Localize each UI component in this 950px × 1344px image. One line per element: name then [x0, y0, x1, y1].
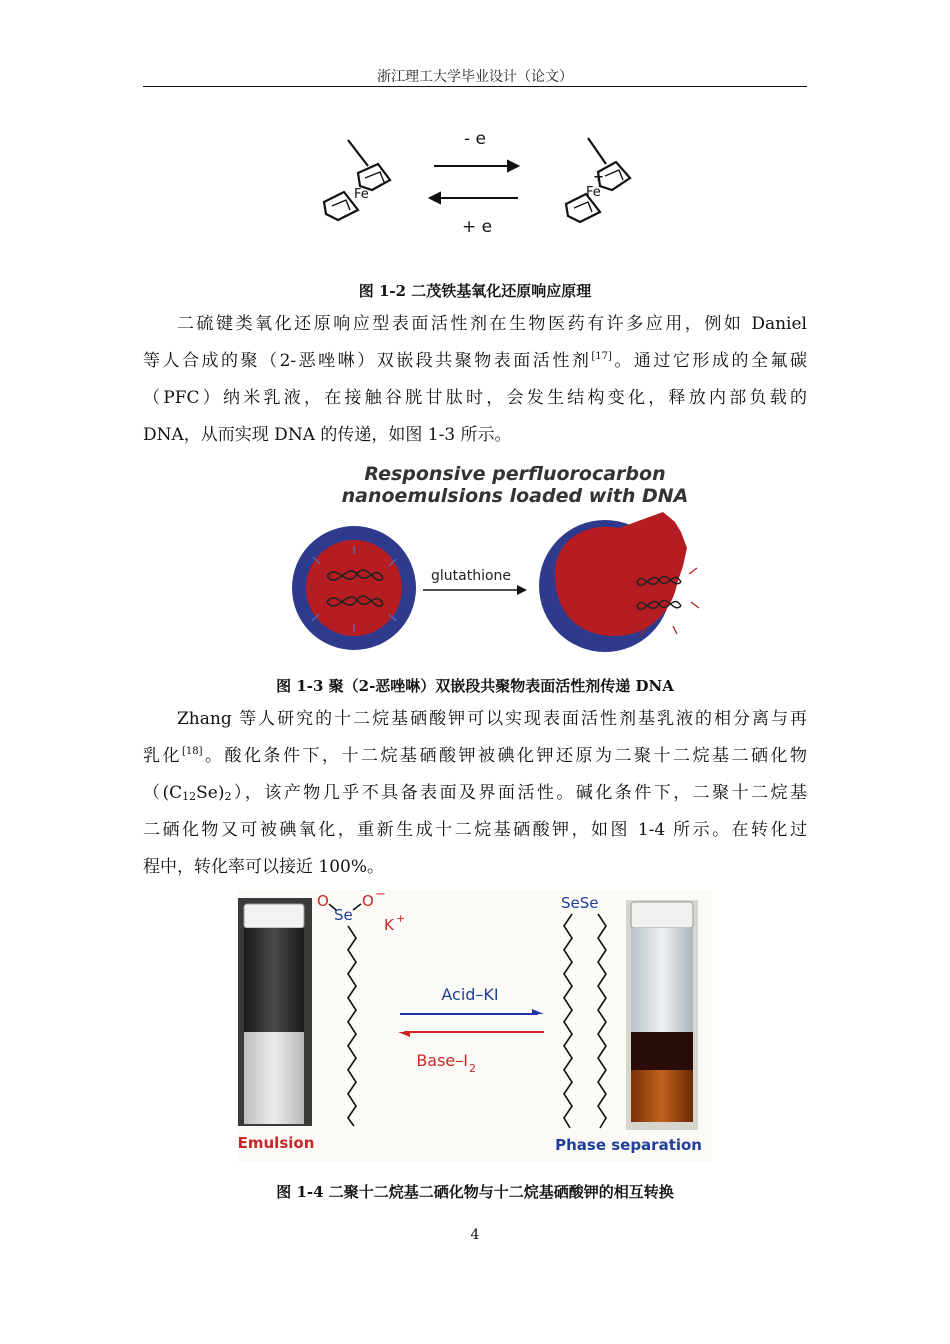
redox-arrows: [430, 161, 518, 203]
left-o1: O: [317, 892, 329, 910]
left-o2: O: [362, 892, 374, 910]
emulsion-vial: [238, 898, 312, 1126]
citation-18: [18]: [182, 746, 203, 757]
citation-17: [17]: [591, 351, 612, 362]
left-se: Se: [334, 906, 353, 924]
figure-1-2-caption: 图 1-2 二茂铁基氧化还原响应原理: [358, 282, 592, 300]
paragraph-disulfide: [143, 306, 807, 454]
paragraph-line: （PFC）纳米乳液，在接触谷胱甘肽时，会发生结构变化，释放内部负载的: [143, 388, 807, 408]
left-k: K: [384, 916, 394, 934]
phase-separation-label: Phase separation: [555, 1136, 702, 1154]
paragraph-line: 乳化[18]。酸化条件下，十二烷基硒酸钾被碘化钾还原为二聚十二烷基二硒化物: [143, 746, 808, 766]
paragraph-line: Zhang 等人研究的十二烷基硒酸钾可以实现表面活性剂基乳液的相分离与再: [177, 709, 807, 729]
ferrocene-neutral: [324, 140, 390, 220]
released-droplet: [539, 512, 699, 652]
intact-droplet: [292, 526, 416, 650]
paragraph-selenium: [143, 701, 807, 886]
figure-1-2-ferrocene-redox: [310, 118, 650, 248]
paragraph-line: 二硫键类氧化还原响应型表面活性剂在生物医药有许多应用，例如 Daniel: [177, 314, 807, 334]
figure-1-3-nanoemulsion: [285, 456, 705, 656]
page-number: 4: [470, 1227, 480, 1243]
paragraph-line: 程中，转化率可以接近 100%。: [143, 857, 385, 877]
fe-right-label: Fe: [586, 185, 601, 200]
header-rule: [143, 86, 807, 87]
left-kplus: +: [396, 912, 406, 925]
page-header-title: 浙江理工大学毕业设计（论文）: [377, 69, 573, 85]
base-i2-label: Base–I: [416, 1051, 468, 1070]
figure-1-3-caption: 图 1-3 聚（2-恶唑啉）双嵌段共聚物表面活性剂传递 DNA: [276, 677, 674, 695]
figure-1-4-selenium-conversion: [238, 890, 712, 1162]
fe-right-charge: +: [593, 170, 604, 185]
phase-separated-vial: [626, 900, 698, 1130]
glutathione-label: glutathione: [430, 568, 512, 584]
arrow-bottom-label: + e: [462, 217, 493, 237]
fe-left-label: Fe: [354, 187, 369, 202]
arrow-top-label: - e: [464, 129, 486, 149]
paragraph-line: 二硒化物又可被碘氧化，重新生成十二烷基硒酸钾，如图 1-4 所示。在转化过: [143, 820, 807, 840]
paragraph-line: DNA，从而实现 DNA 的传递，如图 1-3 所示。: [143, 425, 512, 445]
glutathione-arrow: [423, 568, 527, 595]
figure-1-4-caption: 图 1-4 二聚十二烷基二硒化物与十二烷基硒酸钾的相互转换: [276, 1183, 674, 1201]
emulsion-label: Emulsion: [238, 1134, 315, 1152]
figure-1-3-title-line1: Responsive perfluorocarbon: [364, 463, 666, 485]
sese-label: SeSe: [561, 894, 599, 912]
paragraph-line: $((C_{12}Se)_2)$，该产物几乎不具备表面及界面活性。碱化条件下，二聚十二烷基: [143, 783, 807, 803]
paragraph-line: 等人合成的聚（2-恶唑啉）双嵌段共聚物表面活性剂[17]。通过它形成的全氟碳: [143, 351, 807, 371]
base-i2-sub: 2: [469, 1062, 476, 1075]
left-minus: −: [375, 890, 386, 902]
acid-ki-label: Acid–KI: [441, 985, 499, 1004]
figure-1-3-title-line2: nanoemulsions loaded with DNA: [341, 485, 689, 507]
